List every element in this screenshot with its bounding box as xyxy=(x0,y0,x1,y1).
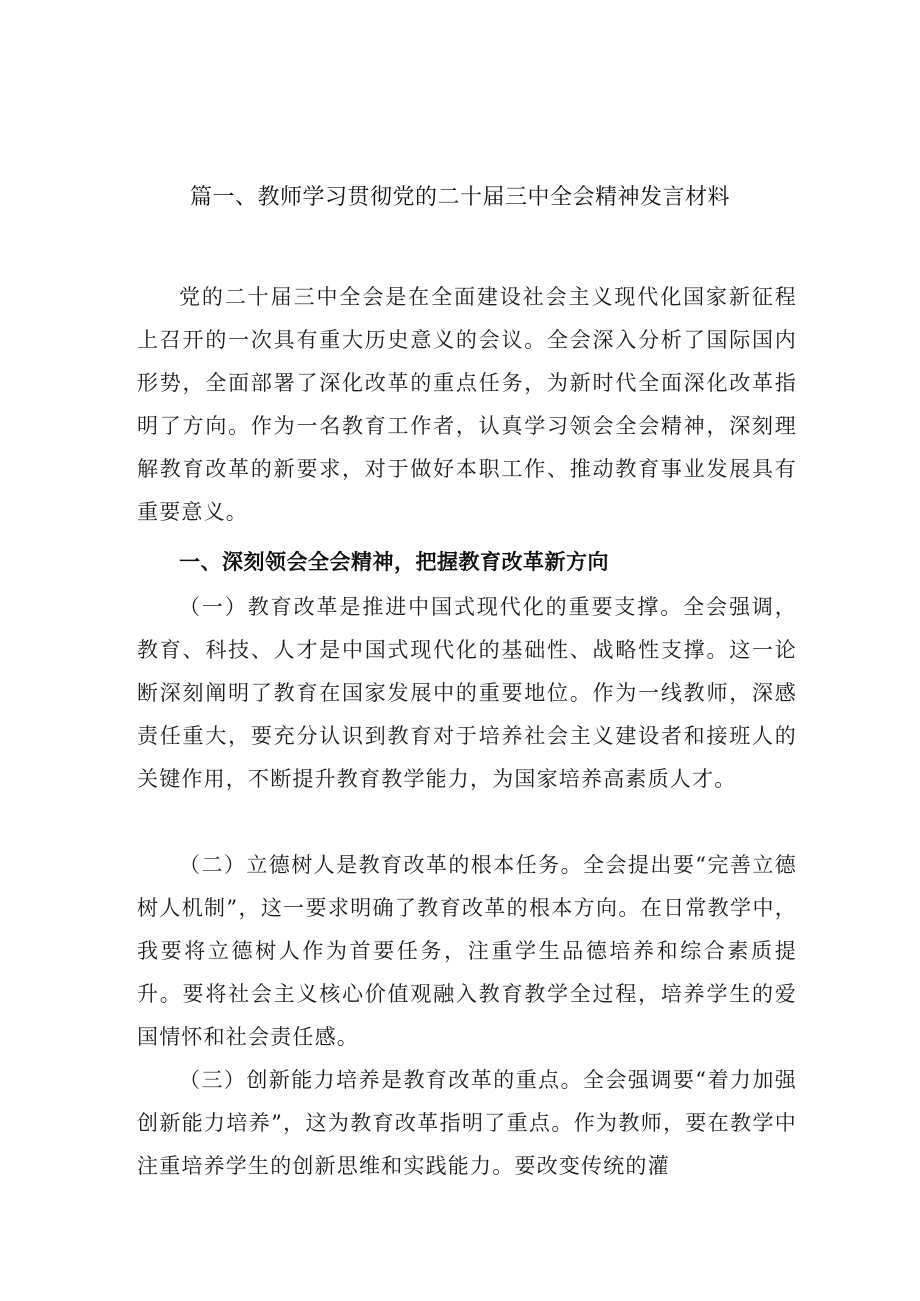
body-paragraph: （二）立德树人是教育改革的根本任务。全会提出要“完善立德树人机制”，这一要求明确了教育改革的根本方向。在日常教学中，我要将立德树人作为首要任务，注重学生品德培养和综合素质提升。要将社会主义核心价值观融入教育教学全过程，培养学生的爱国情怀和社会责任感。 xyxy=(137,853,797,1049)
section-heading: 一、深刻领会全会精神，把握教育改革新方向 xyxy=(179,550,609,574)
document-title: 篇一、教师学习贯彻党的二十届三中全会精神发言材料 xyxy=(189,185,730,210)
body-paragraph: （三）创新能力培养是教育改革的重点。全会强调要“着力加强创新能力培养”，这为教育改革指明了重点。作为教师，要在教学中注重培养学生的创新思维和实践能力。要改变传统的灌 xyxy=(137,1068,797,1178)
intro-paragraph: 党的二十届三中全会是在全面建设社会主义现代化国家新征程上召开的一次具有重大历史意义的会议。全会深入分析了国际国内形势，全面部署了深化改革的重点任务，为新时代全面深化改革指明了方向。作为一名教育工作者，认真学习领会全会精神，深刻理解教育改革的新要求，对于做好本职工作、推动教育事业发展具有重要意义。 xyxy=(137,285,797,524)
body-paragraph: （一）教育改革是推进中国式现代化的重要支撑。全会强调，教育、科技、人才是中国式现代化的基础性、战略性支撑。这一论断深刻阐明了教育在国家发展中的重要地位。作为一线教师，深感责任重大，要充分认识到教育对于培养社会主义建设者和接班人的关键作用，不断提升教育教学能力，为国家培养高素质人才。 xyxy=(137,595,797,791)
